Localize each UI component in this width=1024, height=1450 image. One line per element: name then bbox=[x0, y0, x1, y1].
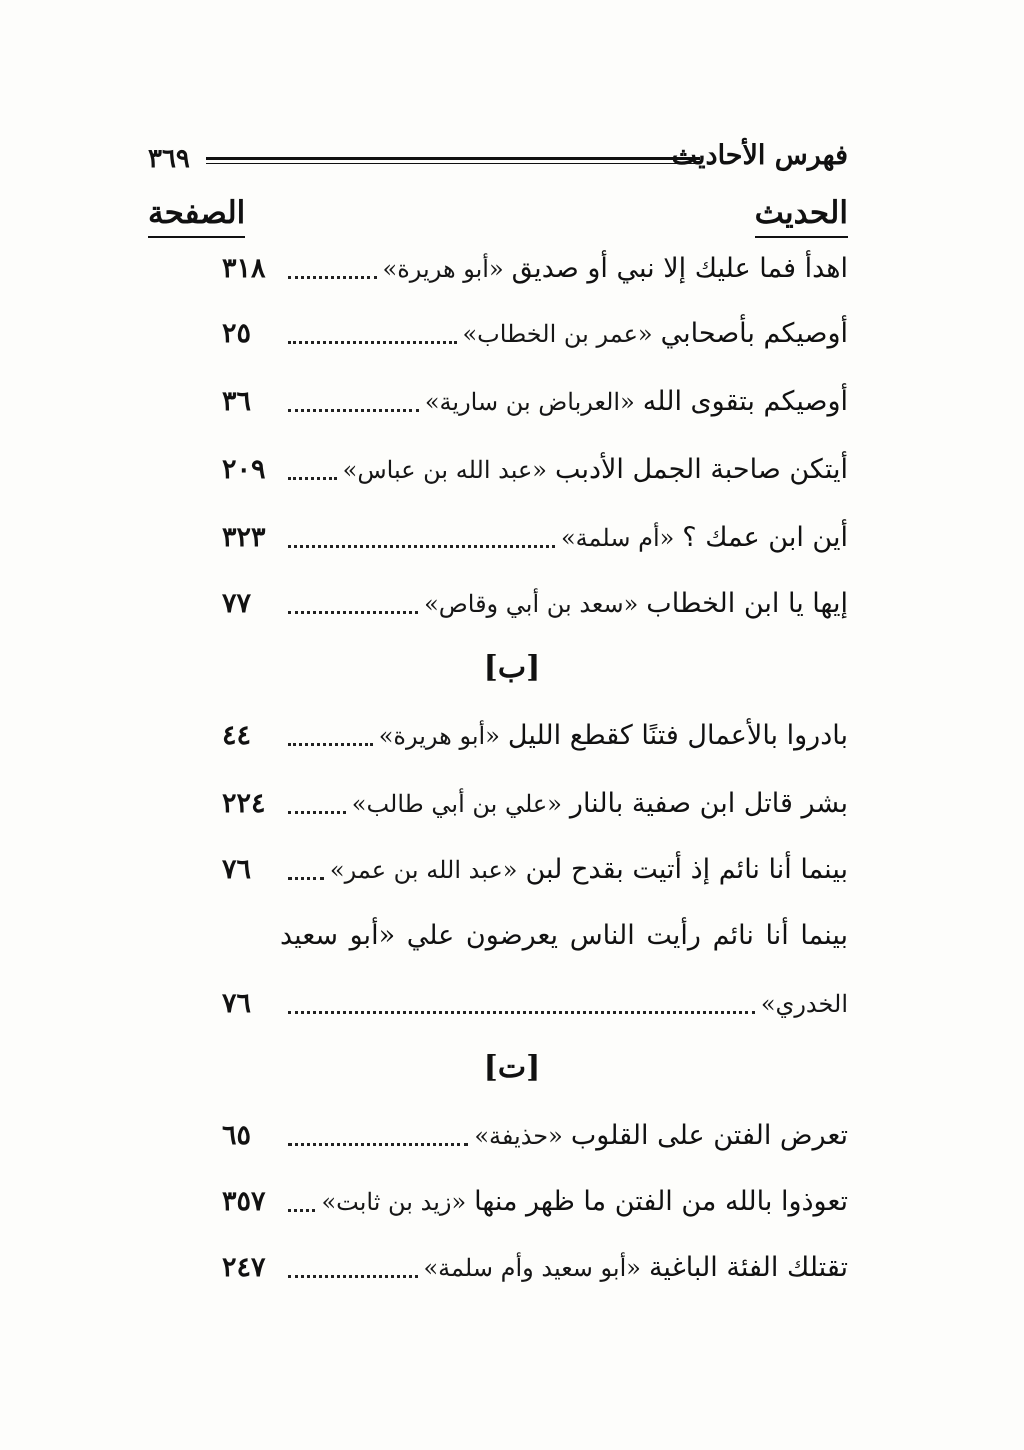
narrator: «عبد الله بن عباس» bbox=[342, 456, 547, 484]
index-entry bbox=[222, 378, 848, 426]
index-entry bbox=[222, 514, 848, 562]
page-ref: ٢٤٧ bbox=[222, 1252, 266, 1283]
hadith-text: أوصيكم بتقوى الله bbox=[642, 386, 848, 417]
narrator: «أبو سعيد وأم سلمة» bbox=[423, 1254, 641, 1282]
narrator: «العرباض بن سارية» bbox=[424, 388, 635, 416]
index-entry bbox=[222, 310, 848, 358]
leader-dots bbox=[288, 545, 555, 548]
running-title: فهرس الأحاديث bbox=[671, 140, 848, 171]
index-entry bbox=[222, 580, 848, 628]
page-ref: ٢٥ bbox=[222, 318, 252, 349]
narrator: «عبد الله بن عمر» bbox=[329, 856, 518, 884]
narrator: «أم سلمة» bbox=[560, 524, 675, 552]
index-entry bbox=[222, 846, 848, 894]
hadith-text: أين ابن عمك ؟ bbox=[682, 522, 848, 553]
narrator: «أبو هريرة» bbox=[382, 255, 504, 283]
hadith-text: بينما أنا نائم إذ أتيت بقدح لبن bbox=[525, 854, 848, 885]
leader-dots bbox=[288, 743, 373, 746]
leader-dots bbox=[288, 1011, 755, 1014]
wrapped-entry-line: بينما أنا نائم رأيت الناس يعرضون علي «أبو سعيد bbox=[280, 920, 848, 951]
hadith-text: اهدأ فما عليك إلا نبي أو صديق bbox=[511, 253, 848, 284]
section-heading-ta: [ت] bbox=[483, 1050, 541, 1085]
leader-dots bbox=[288, 409, 419, 412]
index-entry bbox=[222, 1112, 848, 1160]
hadith-text: أوصيكم بأصحابي bbox=[660, 318, 848, 349]
leader-dots bbox=[288, 341, 457, 344]
page-ref: ٢٢٤ bbox=[222, 788, 266, 819]
page-ref: ٤٤ bbox=[222, 720, 252, 751]
column-heading-page: الصفحة bbox=[148, 192, 245, 238]
column-heading-hadith: الحديث bbox=[755, 192, 848, 238]
leader-dots bbox=[288, 1275, 418, 1278]
page-ref: ٧٦ bbox=[222, 988, 252, 1019]
narrator: «زيد بن ثابت» bbox=[321, 1188, 467, 1216]
index-entry bbox=[222, 446, 848, 494]
page-ref: ٣٦ bbox=[222, 386, 252, 417]
page-ref: ٣١٨ bbox=[222, 253, 266, 284]
hadith-text: بادروا بالأعمال فتنًا كقطع الليل bbox=[507, 720, 848, 751]
narrator: «سعد بن أبي وقاص» bbox=[424, 590, 639, 618]
page-ref: ٦٥ bbox=[222, 1120, 252, 1151]
index-entry bbox=[222, 1178, 848, 1226]
leader-dots bbox=[288, 811, 346, 814]
index-entry bbox=[222, 780, 848, 828]
leader-dots bbox=[288, 877, 324, 880]
narrator: الخدري» bbox=[760, 990, 848, 1018]
leader-dots bbox=[288, 1209, 315, 1212]
leader-dots bbox=[288, 611, 418, 614]
hadith-text: تعوذوا بالله من الفتن ما ظهر منها bbox=[474, 1186, 848, 1217]
section-heading-ba: [ب] bbox=[483, 650, 541, 685]
page-ref: ٧٦ bbox=[222, 854, 252, 885]
index-entry bbox=[222, 245, 848, 293]
leader-dots bbox=[288, 1143, 468, 1146]
page-ref: ٧٧ bbox=[222, 588, 252, 619]
index-entry bbox=[222, 980, 848, 1028]
hadith-text: بشر قاتل ابن صفية بالنار bbox=[569, 788, 848, 819]
index-entry bbox=[222, 1244, 848, 1292]
page-ref: ٢٠٩ bbox=[222, 454, 266, 485]
hadith-text: تعرض الفتن على القلوب bbox=[570, 1120, 848, 1151]
hadith-text: تقتلك الفئة الباغية bbox=[648, 1252, 848, 1283]
page-ref: ٣٥٧ bbox=[222, 1186, 266, 1217]
hadith-text: إيها يا ابن الخطاب bbox=[646, 588, 848, 619]
index-entry bbox=[222, 712, 848, 760]
leader-dots bbox=[288, 276, 377, 279]
narrator: «حذيفة» bbox=[474, 1122, 563, 1150]
leader-dots bbox=[288, 477, 337, 480]
narrator: «عمر بن الخطاب» bbox=[462, 320, 653, 348]
page-ref: ٣٢٣ bbox=[222, 522, 266, 553]
narrator: «أبو هريرة» bbox=[378, 722, 500, 750]
page-number: ٣٦٩ bbox=[148, 144, 190, 174]
hadith-text: أيتكن صاحبة الجمل الأدبب bbox=[554, 454, 848, 485]
narrator: «علي بن أبي طالب» bbox=[351, 790, 562, 818]
